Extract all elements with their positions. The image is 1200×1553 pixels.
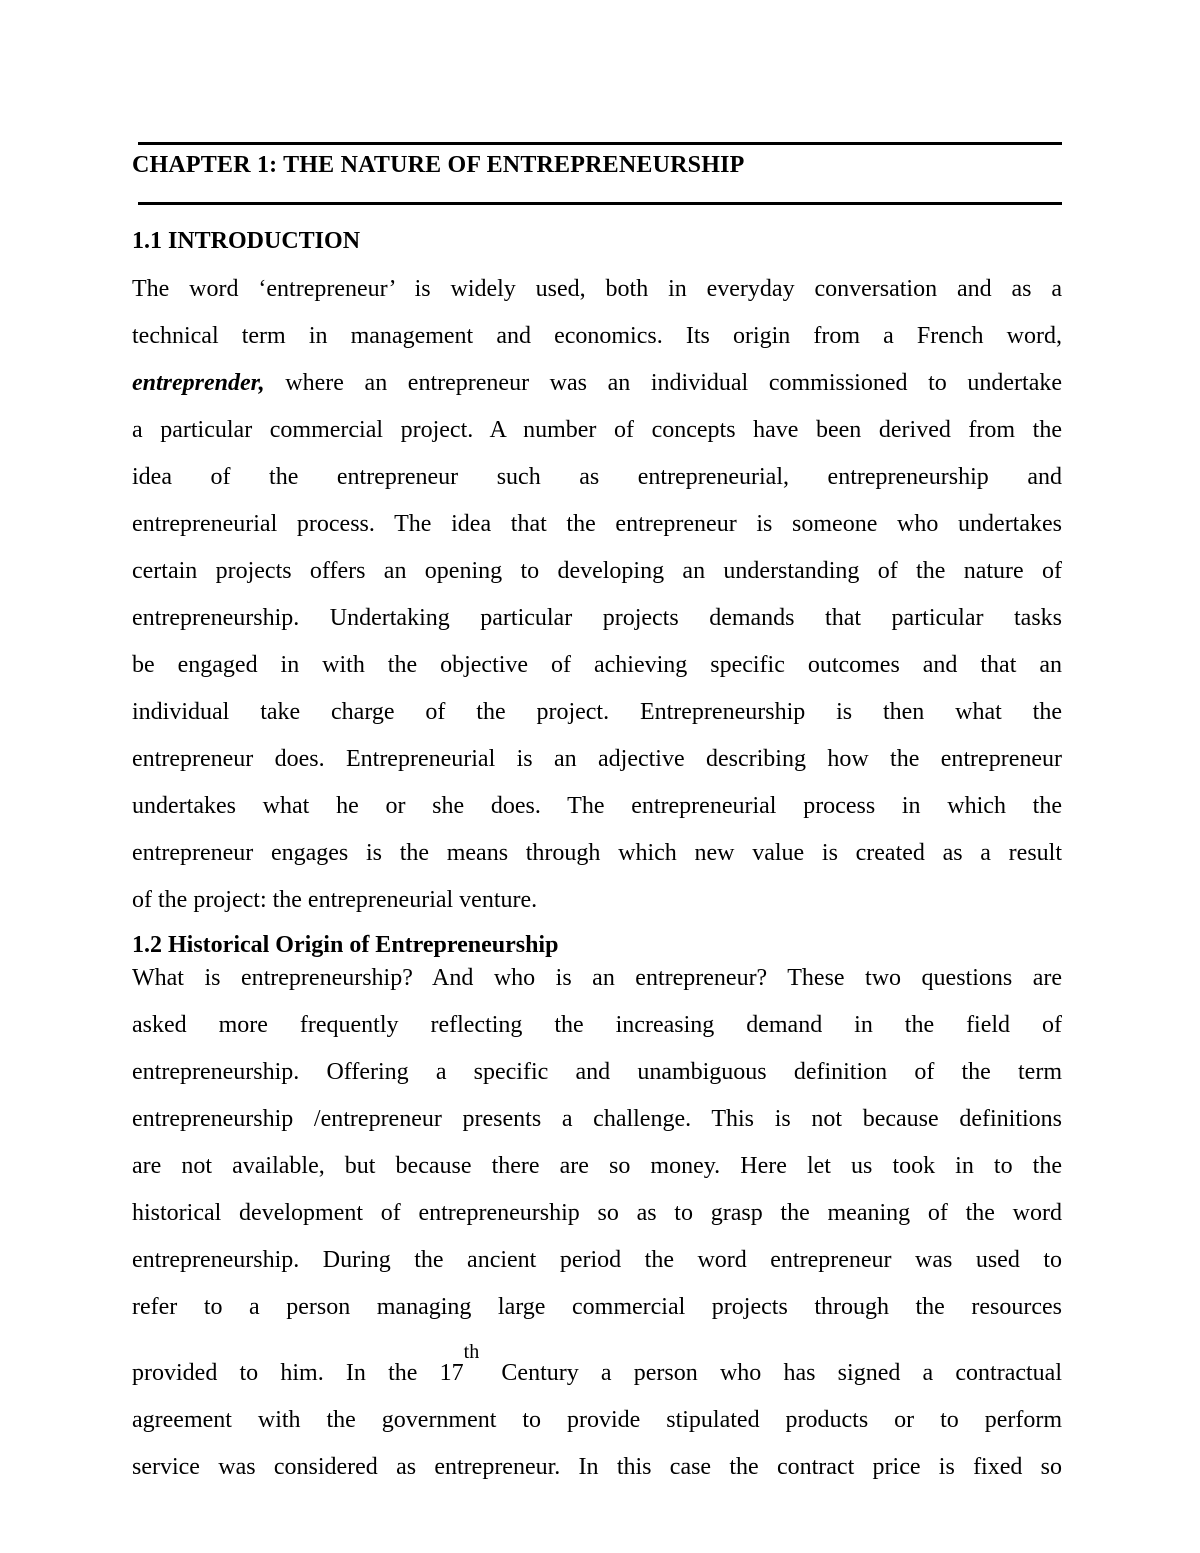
chapter-title: CHAPTER 1: THE NATURE OF ENTREPRENEURSHIP — [132, 152, 745, 178]
paragraph-line-text: where an entrepreneur was an individual commissioned to undertake — [285, 370, 1063, 396]
section-heading-introduction: 1.1 INTRODUCTION — [132, 228, 361, 254]
paragraph-line: agreement with the government to provide stipulated products or to perform — [132, 1407, 1062, 1433]
paragraph-line: undertakes what he or she does. The entrepreneurial process in which the — [132, 793, 1062, 819]
paragraph-line: entrepreneurship. Undertaking particular projects demands that particular tasks — [132, 605, 1062, 631]
paragraph-line: refer to a person managing large commercial projects through the resources — [132, 1294, 1062, 1320]
introduction-paragraph — [132, 266, 1062, 924]
paragraph-line: idea of the entrepreneur such as entrepreneurial, entrepreneurship and — [132, 464, 1062, 490]
section-heading-historical-origin: 1.2 Historical Origin of Entrepreneurship — [132, 932, 559, 958]
paragraph-line: historical development of entrepreneurship so as to grasp the meaning of the word — [132, 1200, 1062, 1226]
paragraph-line — [132, 360, 1062, 407]
paragraph-line: asked more frequently reflecting the increasing demand in the field of — [132, 1012, 1062, 1038]
paragraph-line: technical term in management and economics. Its origin from a French word, — [132, 323, 1062, 349]
chapter-top-rule — [138, 142, 1062, 145]
chapter-bottom-rule — [138, 202, 1062, 205]
paragraph-line: entrepreneurial process. The idea that the entrepreneur is someone who undertakes — [132, 511, 1062, 537]
paragraph-line: entrepreneur engages is the means through which new value is created as a result — [132, 840, 1062, 866]
paragraph-line-century — [132, 1331, 1062, 1397]
paragraph-line: entrepreneurship. During the ancient period the word entrepreneur was used to — [132, 1247, 1062, 1273]
paragraph-line: a particular commercial project. A number of concepts have been derived from the — [132, 417, 1062, 443]
paragraph-line: entrepreneurship /entrepreneur presents a challenge. This is not because definitions — [132, 1106, 1062, 1132]
paragraph-line: entrepreneur does. Entrepreneurial is an adjective describing how the entrepreneur — [132, 746, 1062, 772]
paragraph-line: entrepreneurship. Offering a specific and unambiguous definition of the term — [132, 1059, 1062, 1085]
paragraph-line: The word ‘entrepreneur’ is widely used, both in everyday conversation and as a — [132, 276, 1062, 302]
historical-origin-paragraph — [132, 955, 1062, 1491]
century-suffix: Century a person who has signed a contractual — [479, 1360, 1062, 1386]
century-prefix: provided to him. In the 17 — [132, 1360, 464, 1386]
paragraph-line: What is entrepreneurship? And who is an entrepreneur? These two questions are — [132, 965, 1062, 991]
french-term: entreprender, — [132, 370, 265, 396]
paragraph-line: are not available, but because there are so money. Here let us took in to the — [132, 1153, 1062, 1179]
paragraph-line: be engaged in with the objective of achieving specific outcomes and that an — [132, 652, 1062, 678]
paragraph-line: certain projects offers an opening to developing an understanding of the nature of — [132, 558, 1062, 584]
paragraph-line: individual take charge of the project. Entrepreneurship is then what the — [132, 699, 1062, 725]
ordinal-suffix: th — [463, 1341, 480, 1363]
paragraph-line: of the project: the entrepreneurial venture. — [132, 887, 538, 913]
paragraph-line: service was considered as entrepreneur. In this case the contract price is fixed so — [132, 1454, 1062, 1480]
